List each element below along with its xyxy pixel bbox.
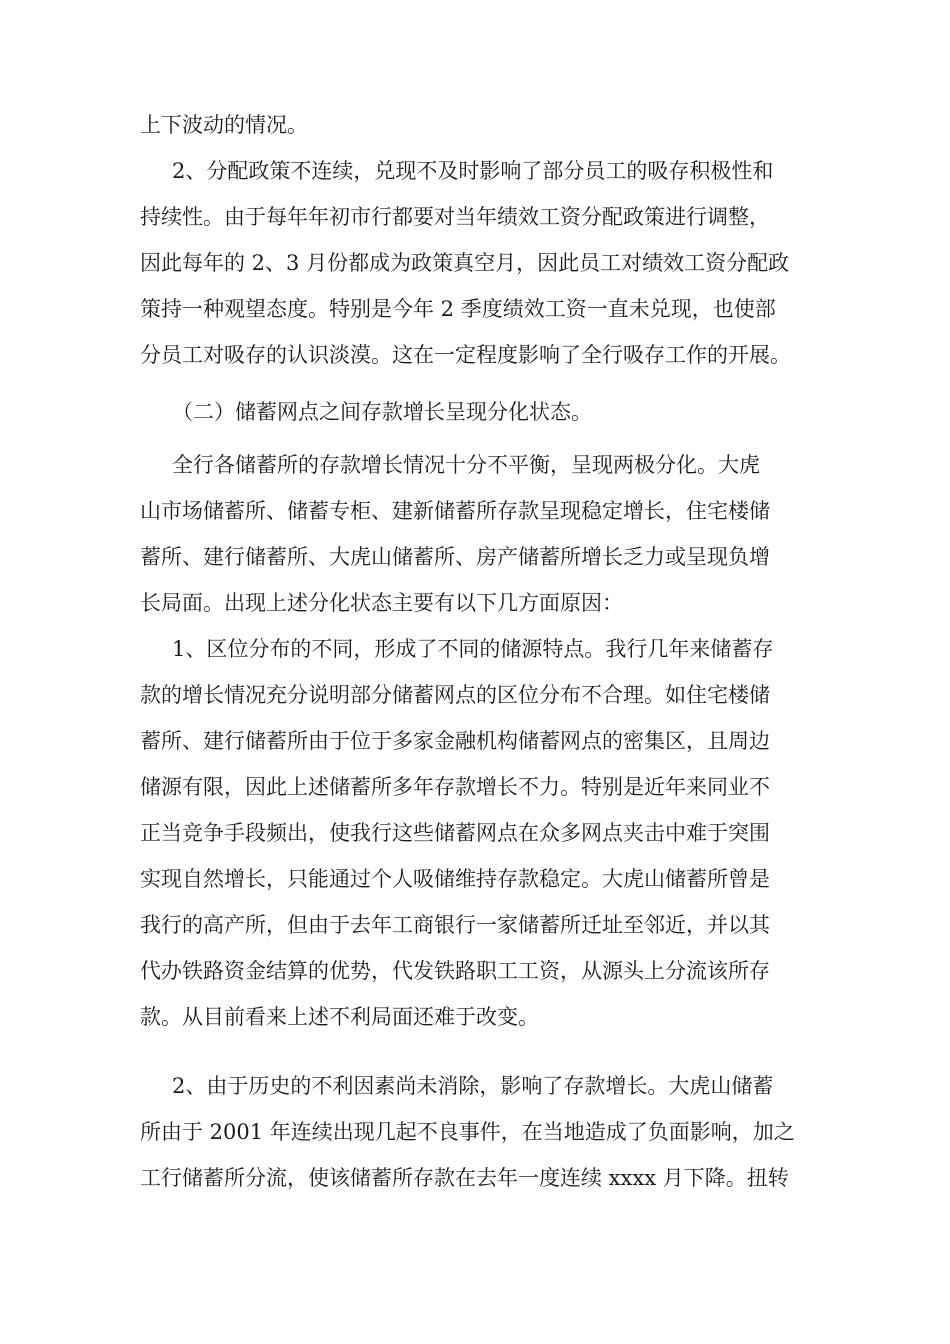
text-line: 分员工对吸存的认识淡漠。这在一定程度影响了全行吸存工作的开展。 (140, 343, 791, 367)
text-line: 持续性。由于每年年初市行都要对当年绩效工资分配政策进行调整， (140, 205, 770, 229)
text-line: 蓄所、建行储蓄所、大虎山储蓄所、房产储蓄所增长乏力或呈现负增 (140, 545, 770, 569)
text-line: 实现自然增长，只能通过个人吸储维持存款稳定。大虎山储蓄所曾是 (140, 867, 770, 891)
text-line: 储源有限，因此上述储蓄所多年存款增长不力。特别是近年来同业不 (140, 775, 770, 799)
text-line: 款的增长情况充分说明部分储蓄网点的区位分布不合理。如住宅楼储 (140, 683, 770, 707)
text-line: 长局面。出现上述分化状态主要有以下几方面原因： (140, 591, 623, 615)
text-line: 上下波动的情况。 (140, 113, 308, 137)
text-line: 因此每年的 2、3 月份都成为政策真空月，因此员工对绩效工资分配政 (140, 251, 790, 275)
text-line: 山市场储蓄所、储蓄专柜、建新储蓄所存款呈现稳定增长，住宅楼储 (140, 499, 770, 523)
text-line: 策持一种观望态度。特别是今年 2 季度绩效工资一直未兑现，也使部 (140, 297, 776, 321)
text-line: 我行的高产所，但由于去年工商银行一家储蓄所迁址至邻近，并以其 (140, 913, 770, 937)
section-heading: （二）储蓄网点之间存款增长呈现分化状态。 (172, 400, 592, 424)
text-line: 2、分配政策不连续，兑现不及时影响了部分员工的吸存积极性和 (172, 159, 774, 183)
text-line: 代办铁路资金结算的优势，代发铁路职工工资，从源头上分流该所存 (140, 959, 770, 983)
text-line: 工行储蓄所分流，使该储蓄所存款在去年一度连续 xxxx 月下降。扭转 (140, 1166, 789, 1190)
text-line: 正当竞争手段频出，使我行这些储蓄网点在众多网点夹击中难于突围 (140, 821, 770, 845)
text-line: 2、由于历史的不利因素尚未消除，影响了存款增长。大虎山储蓄 (172, 1074, 774, 1098)
text-line: 1、区位分布的不同，形成了不同的储源特点。我行几年来储蓄存 (172, 637, 774, 661)
text-line: 蓄所、建行储蓄所由于位于多家金融机构储蓄网点的密集区，且周边 (140, 729, 770, 753)
text-line: 款。从目前看来上述不利局面还难于改变。 (140, 1005, 539, 1029)
text-line: 全行各储蓄所的存款增长情况十分不平衡，呈现两极分化。大虎 (172, 453, 760, 477)
text-line: 所由于 2001 年连续出现几起不良事件，在当地造成了负面影响，加之 (140, 1120, 795, 1144)
